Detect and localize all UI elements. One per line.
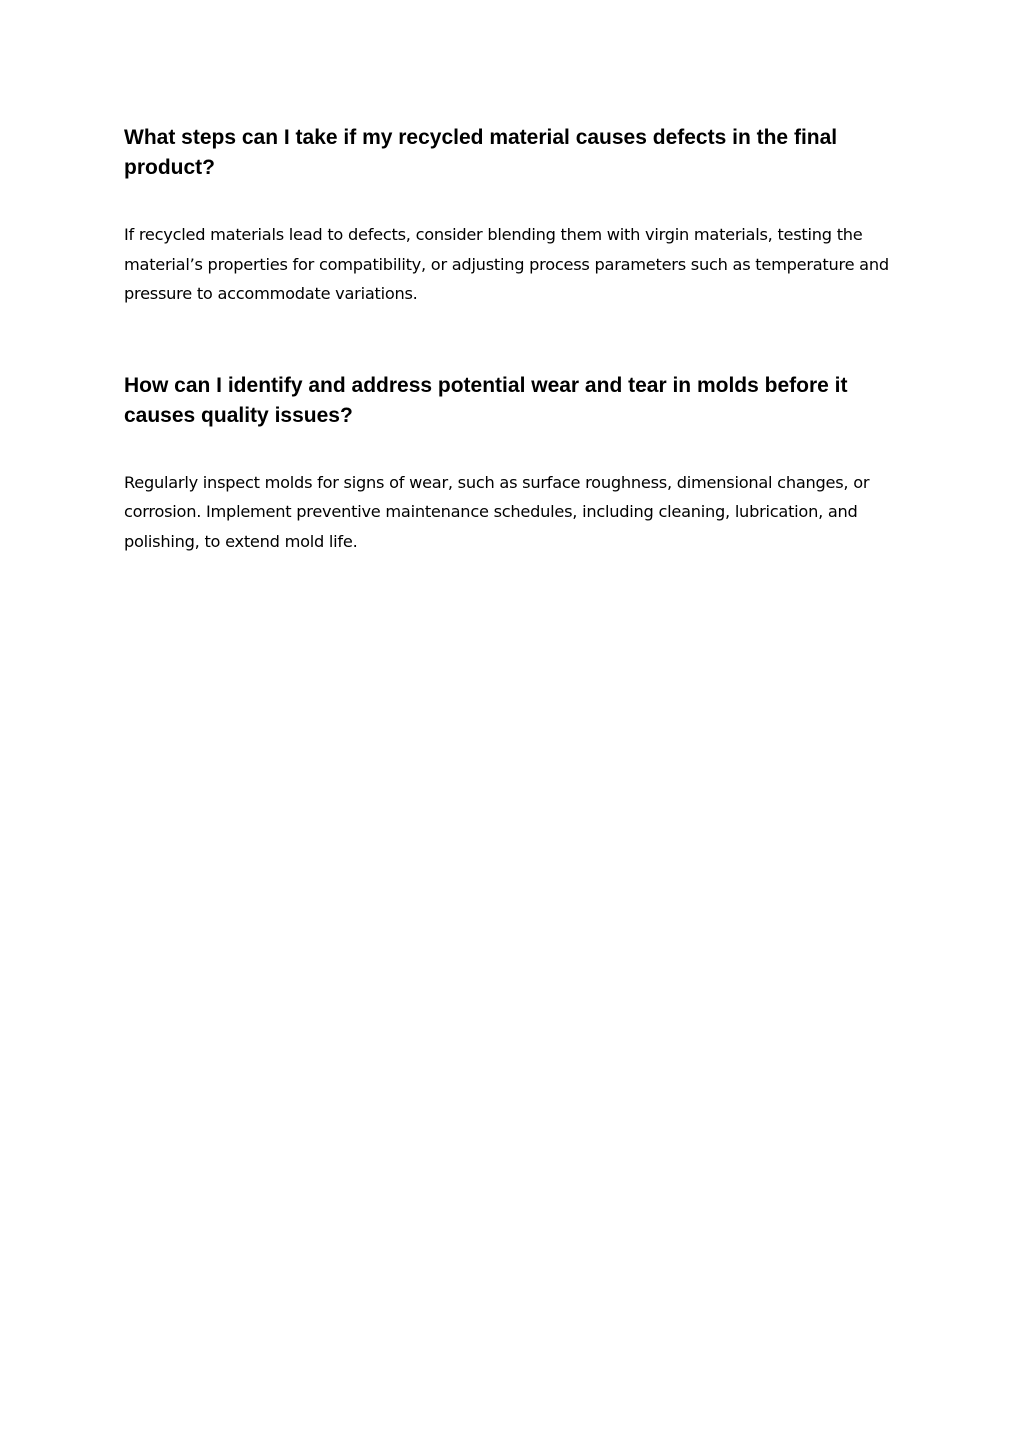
faq-item-mold-wear	[124, 371, 904, 557]
faq-question: How can I identify and address potential wear and tear in molds before it causes quality issues?	[124, 373, 848, 427]
faq-item-recycled-material	[124, 123, 904, 309]
faq-answer: If recycled materials lead to defects, consider blending them with virgin materials, testing the material’s properties for compatibility, or adjusting process parameters such as temperature and pressure to accommodate variations.	[124, 225, 889, 303]
faq-answer: Regularly inspect molds for signs of wear, such as surface roughness, dimensional changes, or corrosion. Implement preventive maintenance schedules, including cleaning, lubrication, and polishing, to extend mold life.	[124, 472, 870, 551]
faq-content	[124, 123, 904, 556]
faq-question: What steps can I take if my recycled material causes defects in the final product?	[124, 126, 838, 179]
